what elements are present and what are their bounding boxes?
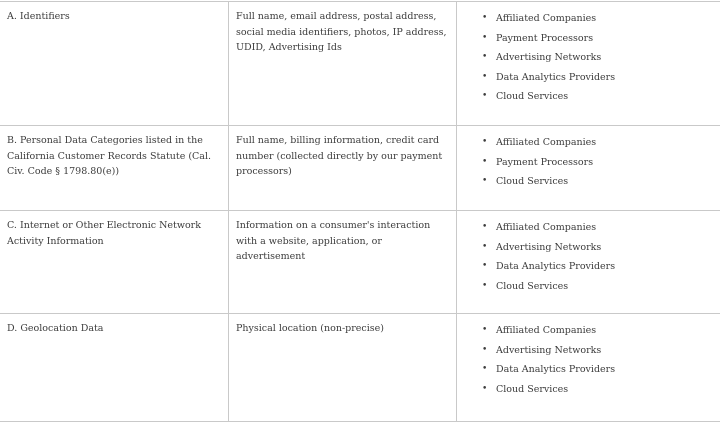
examples-cell: Information on a consumer's interaction with a website, application, or advertisement <box>229 211 457 314</box>
bullet-dot-icon: • <box>482 172 487 192</box>
bullet-dot-icon: • <box>482 87 487 107</box>
recipient-label: Cloud Services <box>496 281 568 292</box>
list-item <box>496 9 712 29</box>
recipient-label: Cloud Services <box>496 91 568 102</box>
bullet-dot-icon: • <box>482 153 487 173</box>
recipients-cell <box>457 126 720 211</box>
list-item <box>496 341 712 361</box>
recipient-label: Affiliated Companies <box>496 325 596 336</box>
table-row <box>0 211 720 314</box>
list-item <box>496 87 712 107</box>
list-item <box>496 218 712 238</box>
recipients-list <box>464 133 712 192</box>
bullet-dot-icon: • <box>482 380 487 400</box>
bullet-dot-icon: • <box>482 68 487 88</box>
list-item <box>496 277 712 297</box>
list-item <box>496 133 712 153</box>
bullet-dot-icon: • <box>482 133 487 153</box>
category-cell: A. Identifiers <box>0 2 229 126</box>
recipient-label: Cloud Services <box>496 384 568 395</box>
table-row <box>0 2 720 126</box>
recipient-label: Affiliated Companies <box>496 13 596 24</box>
recipient-label: Affiliated Companies <box>496 137 596 148</box>
bullet-dot-icon: • <box>482 238 487 258</box>
examples-cell: Physical location (non-precise) <box>229 314 457 422</box>
bullet-dot-icon: • <box>482 277 487 297</box>
bullet-dot-icon: • <box>482 218 487 238</box>
list-item <box>496 360 712 380</box>
recipient-label: Advertising Networks <box>496 242 601 253</box>
data-categories-table <box>0 1 720 422</box>
bullet-dot-icon: • <box>482 341 487 361</box>
bullet-dot-icon: • <box>482 29 487 49</box>
recipient-label: Affiliated Companies <box>496 222 596 233</box>
table-row <box>0 126 720 211</box>
recipients-list <box>464 321 712 399</box>
bullet-dot-icon: • <box>482 48 487 68</box>
list-item <box>496 68 712 88</box>
bullet-dot-icon: • <box>482 321 487 341</box>
category-cell: C. Internet or Other Electronic Network Activity Information <box>0 211 229 314</box>
bullet-dot-icon: • <box>482 9 487 29</box>
list-item <box>496 238 712 258</box>
table-row <box>0 314 720 422</box>
list-item <box>496 257 712 277</box>
list-item <box>496 172 712 192</box>
recipient-label: Data Analytics Providers <box>496 364 615 375</box>
recipients-list <box>464 9 712 107</box>
recipient-label: Cloud Services <box>496 176 568 187</box>
examples-cell: Full name, email address, postal address, social media identifiers, photos, IP address, UDID, Advertising Ids <box>229 2 457 126</box>
recipient-label: Advertising Networks <box>496 345 601 356</box>
recipients-list <box>464 218 712 296</box>
list-item <box>496 380 712 400</box>
recipients-cell <box>457 2 720 126</box>
examples-cell: Full name, billing information, credit card number (collected directly by our payment processors) <box>229 126 457 211</box>
list-item <box>496 29 712 49</box>
recipient-label: Data Analytics Providers <box>496 261 615 272</box>
recipient-label: Advertising Networks <box>496 52 601 63</box>
bullet-dot-icon: • <box>482 257 487 277</box>
list-item <box>496 153 712 173</box>
recipient-label: Data Analytics Providers <box>496 72 615 83</box>
list-item <box>496 48 712 68</box>
bullet-dot-icon: • <box>482 360 487 380</box>
recipients-cell <box>457 211 720 314</box>
recipient-label: Payment Processors <box>496 33 593 44</box>
list-item <box>496 321 712 341</box>
category-cell: D. Geolocation Data <box>0 314 229 422</box>
category-cell: B. Personal Data Categories listed in the California Customer Records Statute (Cal. Civ. Code § 1798.80(e)) <box>0 126 229 211</box>
recipients-cell <box>457 314 720 422</box>
recipient-label: Payment Processors <box>496 157 593 168</box>
